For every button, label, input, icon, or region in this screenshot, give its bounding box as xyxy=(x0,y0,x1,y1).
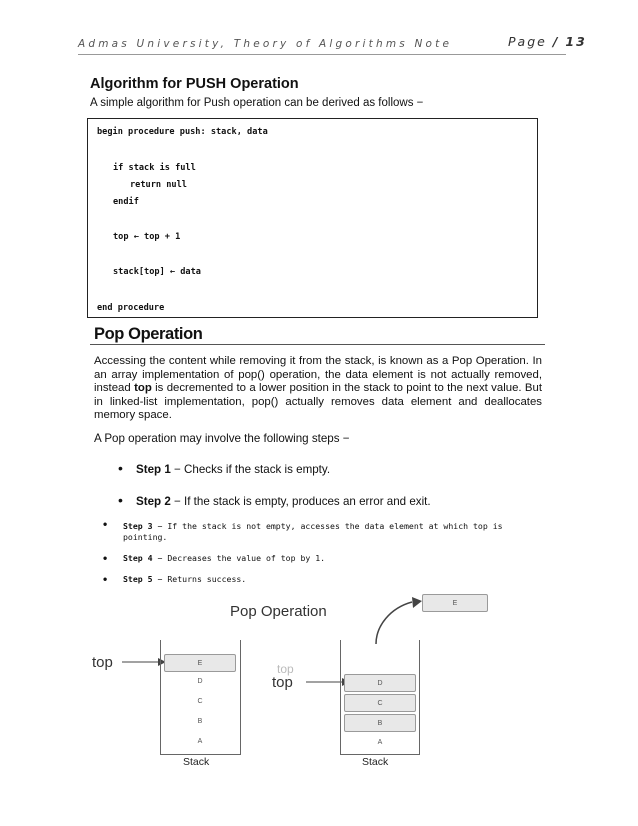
step-5-label: Step 5 xyxy=(123,574,153,584)
step-2-label: Step 2 xyxy=(136,495,171,508)
push-heading: Algorithm for PUSH Operation xyxy=(90,76,299,92)
step-1-item xyxy=(118,460,330,476)
step-1-label: Step 1 xyxy=(136,463,171,476)
code-line-end: end procedure xyxy=(97,303,165,313)
bullet-icon: • xyxy=(103,572,108,586)
step-1-text: − Checks if the stack is empty. xyxy=(170,463,331,476)
header-divider xyxy=(78,54,566,55)
left-stack-cell: E xyxy=(164,654,236,672)
right-stack-wall-left xyxy=(340,640,341,755)
bullet-icon: • xyxy=(118,460,123,476)
right-stack-floor xyxy=(340,754,420,755)
diagram-title: Pop Operation xyxy=(230,603,327,620)
steps-intro: A Pop operation may involve the following steps − xyxy=(94,432,350,445)
step-4-label: Step 4 xyxy=(123,553,153,563)
step-2-text: − If the stack is empty, produces an error and exit. xyxy=(170,495,431,508)
bullet-icon: • xyxy=(103,551,108,565)
para-text-2: is decremented to a lower position in the stack to point to the next value. But in linked-list implementation, pop() actually removes data element and deallocates memory space. xyxy=(94,382,542,422)
para-text-1: Accessing the content while removing it from the stack, is known as a Pop Operation. In an array implementation of pop() operation, the data element is not actually removed, instead xyxy=(94,355,542,395)
step-4-item xyxy=(103,551,326,565)
left-stack-wall-right xyxy=(240,640,241,755)
page-number: 13 xyxy=(565,34,587,49)
left-stack-caption: Stack xyxy=(183,756,210,768)
right-stack-wall-right xyxy=(419,640,420,755)
left-stack-cell: C xyxy=(197,698,203,705)
pop-heading: Pop Operation xyxy=(94,325,203,343)
pop-arrow-icon xyxy=(368,596,428,646)
code-line-return: return null xyxy=(130,180,187,190)
step-3-item xyxy=(103,517,503,543)
popped-element: E xyxy=(422,594,488,612)
right-stack-cell: B xyxy=(344,714,416,732)
right-stack-cell: A xyxy=(377,739,383,746)
top-pointer-label: top xyxy=(92,654,113,671)
code-line-increment: top ← top + 1 xyxy=(113,232,181,242)
left-stack-cell: A xyxy=(197,738,203,745)
bullet-icon: • xyxy=(118,492,123,508)
push-subtitle: A simple algorithm for Push operation can be derived as follows − xyxy=(90,97,424,109)
para-bold-top: top xyxy=(134,382,152,395)
code-line-begin: begin procedure push: stack, data xyxy=(97,127,268,137)
step-5-item xyxy=(103,572,247,586)
pop-description xyxy=(94,355,542,423)
top-pointer-label-new: top xyxy=(272,674,293,691)
left-stack-cell: B xyxy=(197,718,203,725)
pop-heading-underline xyxy=(90,344,545,345)
top-ghost-label: top xyxy=(277,662,294,676)
code-line-assign: stack[top] ← data xyxy=(113,267,201,277)
push-code-box xyxy=(87,118,538,318)
bullet-icon: • xyxy=(103,517,108,531)
step-4-text: − Decreases the value of top by 1. xyxy=(152,553,326,563)
page-word: Page xyxy=(508,34,547,49)
right-stack-cell: C xyxy=(344,694,416,712)
step-3-text: − If the stack is not empty, accesses the data element at which top is pointing. xyxy=(123,521,503,542)
step-3-label: Step 3 xyxy=(123,521,153,531)
page-separator: / xyxy=(552,34,560,49)
step-5-text: − Returns success. xyxy=(152,574,247,584)
left-stack-floor xyxy=(160,754,241,755)
right-stack-caption: Stack xyxy=(362,756,389,768)
step-2-item xyxy=(118,492,431,508)
page-indicator xyxy=(508,34,587,49)
left-stack-wall-left xyxy=(160,640,161,755)
header-title: Admas University, Theory of Algorithms Note xyxy=(78,38,453,50)
code-line-endif: endif xyxy=(113,197,139,207)
code-line-if: if stack is full xyxy=(113,163,196,173)
left-stack-cell: D xyxy=(197,678,203,685)
right-stack-cell: D xyxy=(344,674,416,692)
